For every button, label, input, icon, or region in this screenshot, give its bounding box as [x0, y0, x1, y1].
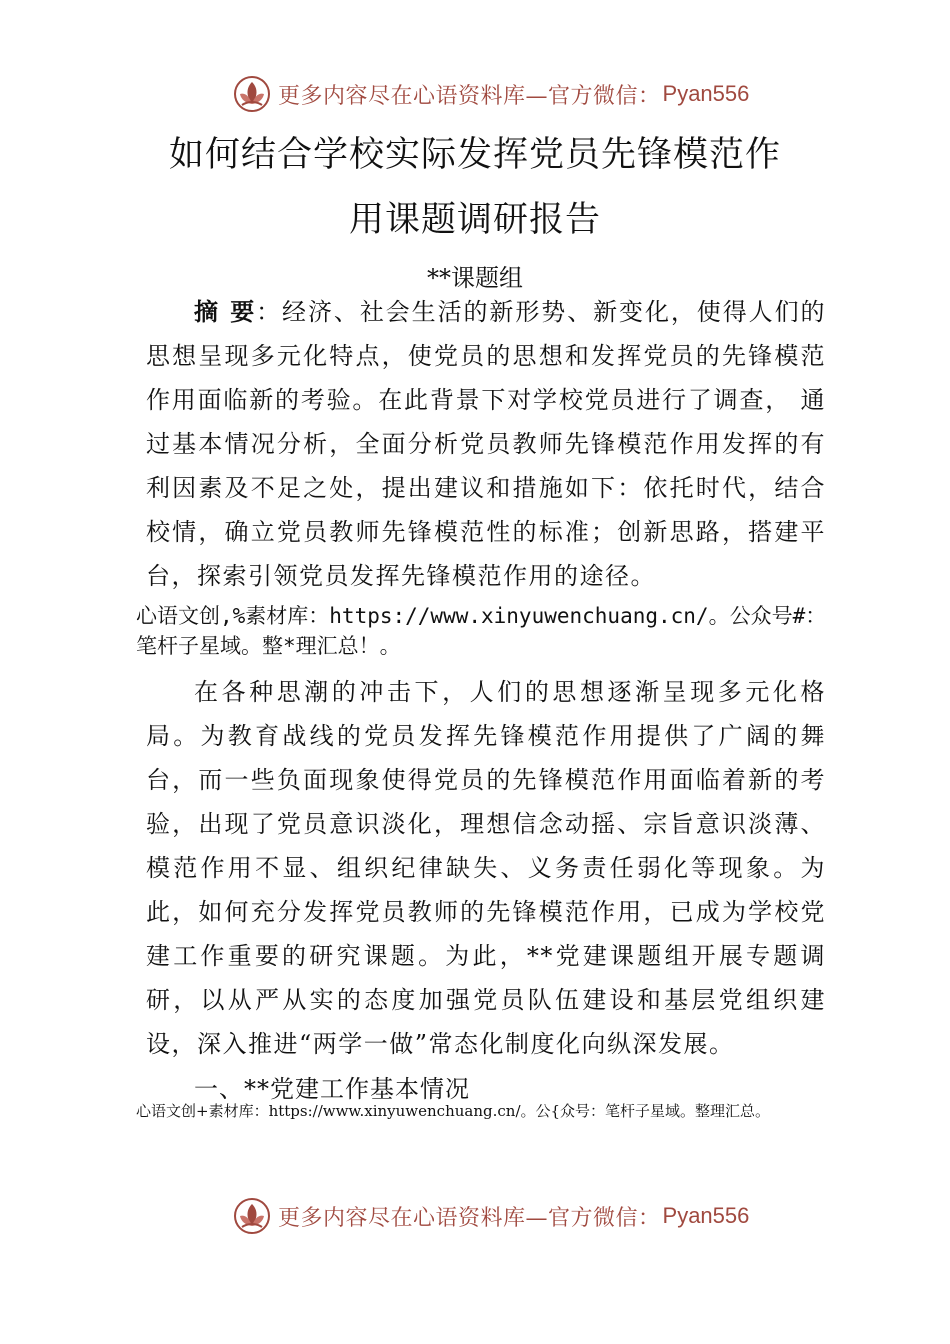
footer-banner[interactable]: [232, 1194, 749, 1238]
abstract-paragraph: [146, 290, 826, 598]
banner-wechat-id: Pyan556: [662, 1203, 750, 1228]
banner-text: 更多内容尽在心语资料库—官方微信：: [278, 83, 661, 109]
body-paragraph: 在各种思潮的冲击下，人们的思想逐渐呈现多元化格局。为教育战线的党员发挥先锋模范作用提供了广阔的舞台，而一些负面现象使得党员的先锋模范作用面临着新的考验，出现了党员意识淡化，理想信念动摇、宗旨意识淡薄、模范作用不显、组织纪律缺失、义务责任弱化等现象。为此，如何充分发挥党员教师的先锋模范作用，已成为学校党建工作重要的研究课题。为此，**党建课题组开展专题调研，以从严从实的态度加强党员队伍建设和基层党组织建设，深入推进“两学一做”常态化制度化向纵深发展。: [146, 678, 826, 1058]
document-title-line-2: 用课题调研报告: [348, 200, 601, 240]
lotus-logo-icon: [232, 1196, 272, 1236]
section-heading: 一、**党建工作基本情况: [194, 1075, 470, 1103]
author-line: **课题组: [427, 264, 523, 292]
header-banner[interactable]: [232, 72, 749, 116]
banner-text: 更多内容尽在心语资料库—官方微信：: [278, 1205, 661, 1231]
inline-source-note: 心语文创,%素材库：https://www.xinyuwenchuang.cn/。公众号#：笔杆子星域。整*理汇总！。: [136, 604, 827, 658]
footer-source-note: 心语文创+素材库：https://www.xinyuwenchuang.cn/。公{众号：笔杆子星域。整理汇总。: [136, 1102, 771, 1120]
lotus-logo-icon: [232, 74, 272, 114]
banner-wechat-id: Pyan556: [662, 81, 750, 106]
abstract-text: ：经济、社会生活的新形势、新变化，使得人们的思想呈现多元化特点，使党员的思想和发挥党员的先锋模范作用面临新的考验。在此背景下对学校党员进行了调查， 通过基本情况分析，全面分析党员教师先锋模范作用发挥的有利因素及不足之处，提出建议和措施如下：依托时代，结合校情，确立党员教师先锋模范性的标准；创新思路，搭建平台，探索引领党员发挥先锋模范作用的途径。: [146, 298, 826, 590]
document-title-line-1: 如何结合学校实际发挥党员先锋模范作: [168, 135, 781, 175]
abstract-label: 摘 要: [194, 298, 257, 326]
